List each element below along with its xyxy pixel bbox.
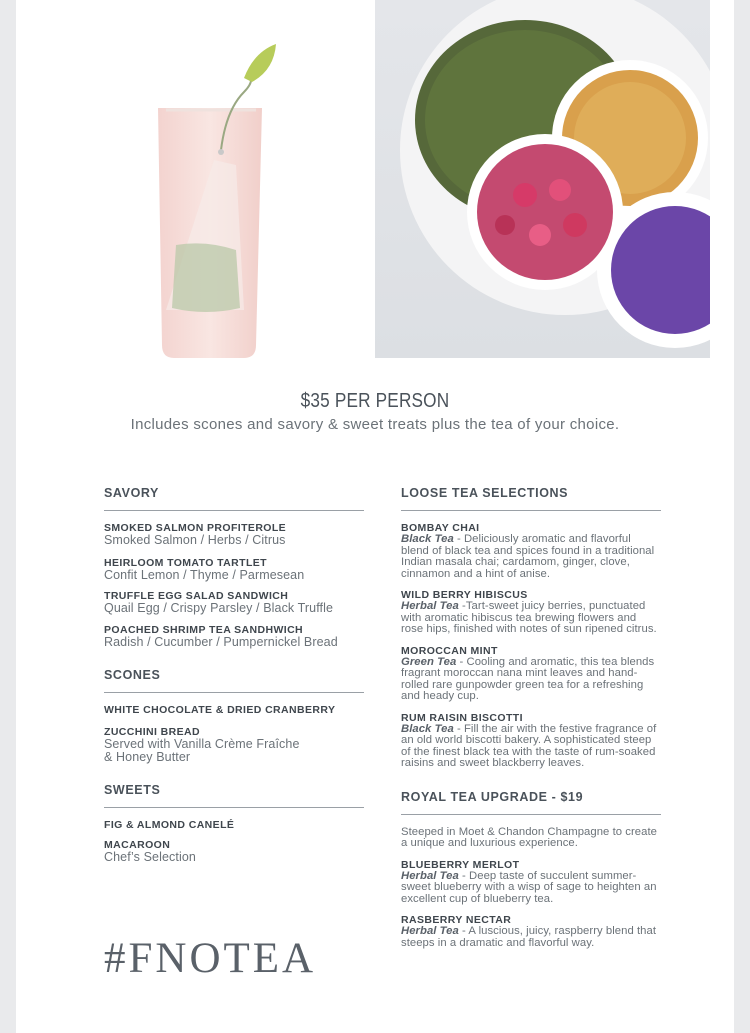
tea-name: MOROCCAN MINT xyxy=(401,644,498,657)
tea-item xyxy=(401,914,661,949)
item-name: WHITE CHOCOLATE & DRIED CRANBERRY xyxy=(104,704,336,716)
tea-column xyxy=(401,484,661,949)
hashtag-logo: #FNOTEA xyxy=(104,935,317,982)
menu-page xyxy=(16,0,734,1033)
tea-item xyxy=(401,859,661,906)
tea-item xyxy=(401,645,661,703)
item-name: SMOKED SALMON PROFITEROLE xyxy=(104,522,287,534)
tea-description: Black Tea - Fill the air with the festive fragrance of an old world biscotti bakery. A sophisticated steep of the finest black tea with the taste of rum-soaked raisins and sweet blackberry leaves. xyxy=(401,722,657,769)
item-description: Confit Lemon / Thyme / Parmesean xyxy=(104,567,305,582)
loose-tea-title: LOOSE TEA SELECTIONS xyxy=(401,484,661,511)
tea-type: Herbal Tea xyxy=(401,869,459,882)
menu-item xyxy=(104,557,364,582)
tea-name: WILD BERRY HIBISCUS xyxy=(401,589,528,601)
tea-type: Green Tea xyxy=(401,655,457,668)
item-name: MACAROON xyxy=(104,839,171,851)
tea-type: Black Tea xyxy=(401,533,454,545)
menu-item xyxy=(104,839,364,864)
tea-name: BLUEBERRY MERLOT xyxy=(401,858,520,871)
item-description: Quail Egg / Crispy Parsley / Black Truffle xyxy=(104,601,334,615)
menu-item xyxy=(104,819,364,831)
item-name: TRUFFLE EGG SALAD SANDWICH xyxy=(104,590,289,602)
royal-tea-title: ROYAL TEA UPGRADE - $19 xyxy=(401,788,661,815)
item-description: Chef’s Selection xyxy=(104,850,196,864)
tea-name: BOMBAY CHAI xyxy=(401,522,480,534)
tea-description: Black Tea - Deliciously aromatic and flavorful blend of black tea and spices found in a traditional Indian masala chai; cardamom, ginger, clove, cinnamon and a hint of anise. xyxy=(401,533,655,580)
price-heading: $35 PER PERSON xyxy=(300,390,450,412)
scones-title: SCONES xyxy=(104,666,364,693)
item-name: POACHED SHRIMP TEA SANDHWICH xyxy=(104,623,304,636)
tea-item xyxy=(401,589,661,636)
tea-type: Black Tea xyxy=(401,722,454,735)
item-description: & Honey Butter xyxy=(104,749,191,764)
tea-type: Herbal Tea xyxy=(401,925,459,937)
item-description: Radish / Cucumber / Pumpernickel Bread xyxy=(104,634,338,649)
sweets-title: SWEETS xyxy=(104,781,364,808)
tea-description: Herbal Tea - A luscious, juicy, raspberry blend that steeps in a dramatic and flavorful way. xyxy=(401,925,657,949)
item-description: Served with Vanilla Crème Fraîche xyxy=(104,737,300,751)
tea-item xyxy=(401,712,661,770)
menu-item xyxy=(104,522,364,547)
menu-item xyxy=(104,590,364,615)
item-name: FIG & ALMOND CANELÉ xyxy=(104,819,235,831)
tea-description: Green Tea - Cooling and aromatic, this tea blends fragrant moroccan nana mint leaves and hand-rolled rare gunpowder green tea for a refreshing and heady cup. xyxy=(401,655,655,702)
savory-title: SAVORY xyxy=(104,484,364,511)
food-column xyxy=(104,484,364,864)
price-description: Includes scones and savory & sweet treats plus the tea of your choice. xyxy=(130,416,620,433)
item-name: HEIRLOOM TOMATO TARTLET xyxy=(104,556,267,569)
loose-tea-image xyxy=(375,0,710,358)
royal-tea-intro: Steeped in Moet & Chandon Champagne to create a unique and luxurious experience. xyxy=(401,825,657,849)
tea-description: Herbal Tea - Deep taste of succulent summer-sweet blueberry with a wisp of sage to heighten an excellent cup of blueberry tea. xyxy=(401,869,657,905)
menu-item xyxy=(104,726,364,763)
tea-name: RASBERRY NECTAR xyxy=(401,914,512,926)
menu-item xyxy=(104,624,364,649)
item-description: Smoked Salmon / Herbs / Citrus xyxy=(104,533,286,547)
champagne-tea-image xyxy=(16,0,375,360)
menu-item xyxy=(104,704,364,716)
item-name: ZUCCHINI BREAD xyxy=(104,726,201,738)
tea-item xyxy=(401,522,661,580)
tea-type: Herbal Tea xyxy=(401,600,459,612)
tea-description: Herbal Tea -Tart-sweet juicy berries, punctuated with aromatic hibiscus tea brewing flowers and rose hips, finished with notes of sun ripened citrus. xyxy=(401,600,657,635)
tea-name: RUM RAISIN BISCOTTI xyxy=(401,711,523,724)
